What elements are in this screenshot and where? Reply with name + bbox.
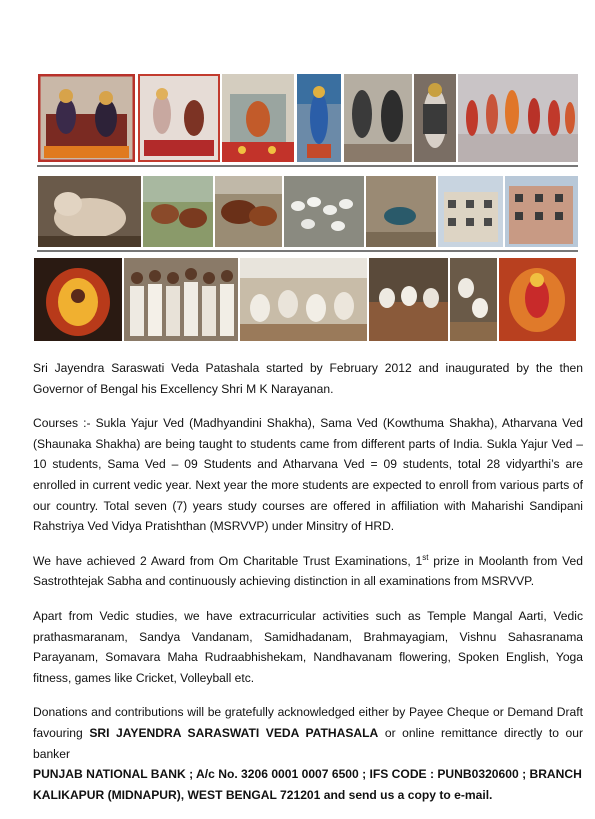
awards-paragraph (33, 551, 583, 592)
decorated-idol-photo (414, 74, 456, 162)
calf-photo (38, 176, 141, 247)
cows-grazing-photo (143, 176, 213, 247)
row-divider-1 (37, 165, 578, 167)
bank-details-line-1: PUNJAB NATIONAL BANK ; A/c No. 3206 0001 0007 6500 ; IFS CODE : PUNB0320600 ; BRANCH (33, 767, 582, 782)
awards-text-end: prize in Moolanth from Ved Sastrothtejak Sabha and continuously achieving distinction in all examinations from MSRVVP. (33, 553, 584, 589)
deity-row-photo (458, 74, 578, 162)
donation-text-start: Donations and contributions will be gratefully acknowledged either by Payee Cheque or Demand Draft favouring (33, 705, 583, 740)
temple-altar-photo (222, 74, 294, 162)
patashala-building-photo (438, 176, 503, 247)
cattle-herd-photo (215, 176, 282, 247)
bank-details-line-2: KALIKAPUR (MIDNAPUR), WEST BENGAL 721201 and send us a copy to e-mail. (33, 787, 493, 802)
blue-deity-idol-photo (297, 74, 341, 162)
row-divider-2 (37, 250, 578, 252)
awards-text-start: We have achieved 2 Award from Om Charitable Trust Examinations, 1 (33, 553, 423, 568)
body-text (33, 358, 583, 819)
building-side-photo (505, 176, 578, 247)
deity-shrine-photo (38, 74, 135, 162)
activities-paragraph (33, 606, 583, 688)
durga-idol-photo (499, 258, 576, 341)
ducks-photo (284, 176, 364, 247)
donation-text-middle: or online remittance directly to our banker (33, 725, 583, 761)
intro-text: Sri Jayendra Saraswati Veda Patashala started by February 2012 and inaugurated by the then Governor of Bengal his Excellency Shri M K Narayanan. (33, 361, 583, 396)
students-eating-photo (369, 258, 448, 341)
deity-altar-photo (138, 74, 220, 162)
donation-paragraph (33, 702, 583, 805)
donation-payee-name: SRI JAYENDRA SARASWATI VEDA PATHASALA (89, 725, 379, 740)
students-group-photo (124, 258, 238, 341)
awards-ordinal-suffix: st (422, 552, 429, 562)
lit-shrine-photo (34, 258, 122, 341)
students-row-photo (450, 258, 497, 341)
activities-text: Apart from Vedic studies, we have extracurricular activities such as Temple Mangal Aarti, Vedic prathasmaranam, Sandya Vandanam, Samidhadanam, Brahmayagiam, Vishnu Sahasranama Parayanam, Somavara Maha Rudraabhishekam, Nandhavanam flowering, Spoken English, Yoga fitness, games like Cricket, Volleyball etc. (33, 608, 583, 685)
peacock-photo (366, 176, 436, 247)
intro-paragraph (33, 358, 583, 399)
courses-paragraph (33, 413, 583, 537)
students-classroom-photo (240, 258, 367, 341)
stone-idols-photo (344, 74, 412, 162)
courses-text: Courses :- Sukla Yajur Ved (Madhyandini Shakha), Sama Ved (Kowthuma Shakha), Atharvana Ved (Shaunaka Shakha) are being taught to students came from different parts of India. Sukla Yajur Ved – 10 students, Sama Ved – 09 Students and Atharvana Ved = 09 students, total 28 vidyarthi’s are enrolled in current vedic year. Next year the more students are expected to enroll from various parts of our country. Total seven (7) years study courses are offered in affiliation with Maharishi Sandipani Rahstriya Ved Vidya Pratishthan (MSRVVP) under Minsitry of HRD. (33, 416, 583, 534)
